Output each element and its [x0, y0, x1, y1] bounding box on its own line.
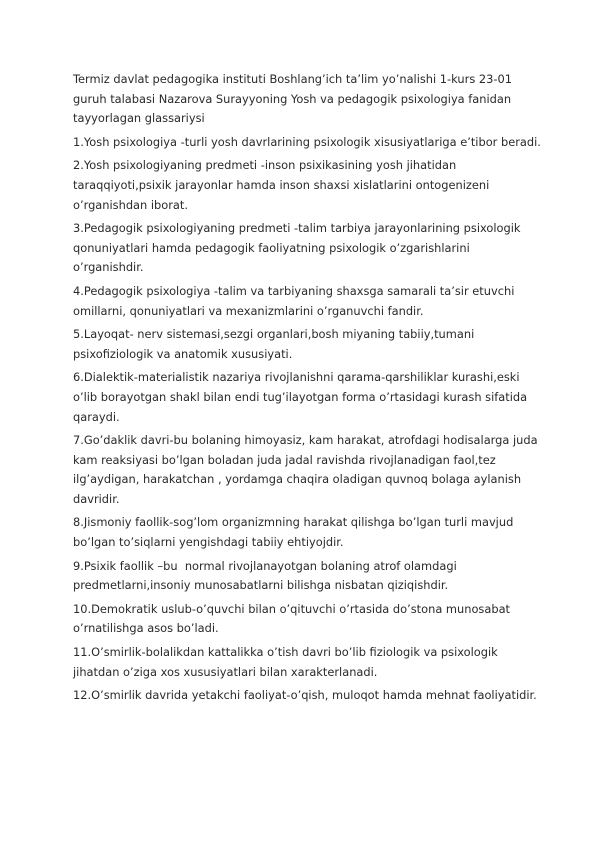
glossary-item-2: 2.Yosh psixologiyaning predmeti -inson psixikasining yosh jihatidan taraqqiyoti,psixik jarayonlar hamda inson shaxsi xislatlarini ontogenizeni o’rganishdan iborat. [73, 158, 493, 212]
document-heading: Termiz davlat pedagogika instituti Boshlang’ich ta’lim yo’nalishi 1-kurs 23-01 guruh talabasi Nazarova Surayyoning Yosh va pedagogik psixologiya fanidan tayyorlagan glassariysi [73, 72, 516, 126]
glossary-item-8: 8.Jismoniy faollik-sog’lom organizmning harakat qilishga bo’lgan turli mavjud bo’lgan to’siqlarni yengishdagi tabiiy ehtiyojdir. [73, 515, 517, 550]
glossary-item-5: 5.Layoqat- nerv sistemasi,sezgi organlari,bosh miyaning tabiiy,tumani psixofiziologik va anatomik xususiyati. [73, 327, 478, 361]
glossary-item-9: 9.Psixik faollik –bu normal rivojlanayotgan bolaning atrof olamdagi predmetlarni,insoniy munosabatlarni bilishga nisbatan qiziqishdir. [73, 558, 461, 593]
glossary-item-3: 3.Pedagogik psixologiyaning predmeti -talim tarbiya jarayonlarining psixologik qonuniyatlari hamda pedagogik faoliyatning psixologik o’zgarishlarini o’rganishdir. [73, 221, 525, 275]
glossary-item-7: 7.Go’daklik davri-bu bolaning himoyasiz, kam harakat, atrofdagi hodisalarga juda kam reaksiyasi bo’lgan boladan juda jadal ravishda rivojlanadigan faol,tez ilg’aydigan, harakatchan , yordamga chaqira oladigan quvnoq bolaga aylanish davridir. [73, 433, 542, 506]
glossary-item-1: 1.Yosh psixologiya -turli yosh davrlarining psixologik xisusiyatlariga e’tibor beradi. [73, 134, 541, 149]
document-body [73, 70, 543, 710]
glossary-item-6: 6.Dialektik-materialistik nazariya rivojlanishni qarama-qarshiliklar kurashi,eski o’lib borayotgan shakl bilan endi tug’ilayotgan forma o’rtasidagi kurash sifatida qaraydi. [73, 370, 531, 424]
glossary-item-4: 4.Pedagogik psixologiya -talim va tarbiyaning shaxsga samarali ta’sir etuvchi omillarni, qonuniyatlari va mexanizmlarini o’rganuvchi fandir. [73, 283, 518, 318]
glossary-item-10: 10.Demokratik uslub-o’quvchi bilan o’qituvchi o’rtasida do’stona munosabat o’rnatilishga asos bo’ladi. [73, 601, 514, 636]
glossary-item-11: 11.O’smirlik-bolalikdan kattalikka o’tish davri bo’lib fiziologik va psixologik jihatdan o’ziga xos xususiyatlari bilan xarakterlanadi. [73, 645, 502, 679]
glossary-item-12: 12.O’smirlik davrida yetakchi faoliyat-o’qish, muloqot hamda mehnat faoliyatidir. [73, 688, 537, 703]
